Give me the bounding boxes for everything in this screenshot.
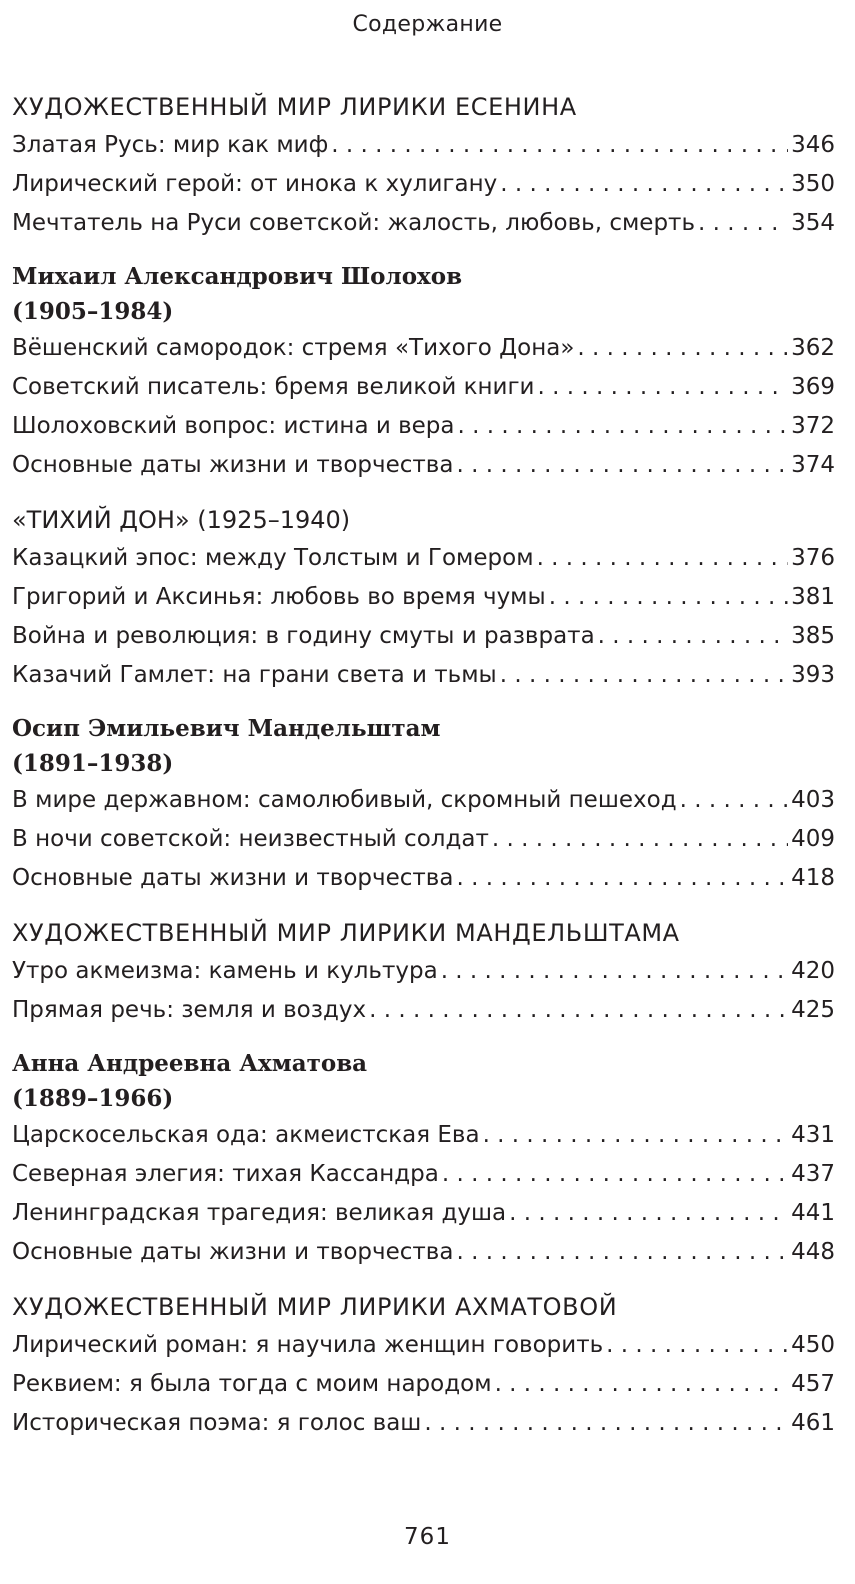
toc-section [12, 88, 835, 243]
entry-title: Реквием: я была тогда с моим народом [12, 1371, 492, 1397]
dot-leader [441, 952, 788, 991]
dot-leader [538, 368, 789, 407]
toc-entry [12, 1365, 835, 1404]
entry-title: В ночи советской: неизвестный солдат [12, 826, 489, 852]
author-name: Анна Андреевна Ахматова [12, 1050, 368, 1077]
entry-page-number: 374 [791, 452, 835, 478]
section-heading: «ТИХИЙ ДОН» (1925–1940) [12, 506, 351, 534]
toc-entry [12, 617, 835, 656]
toc-entry [12, 165, 835, 204]
author-years: (1889–1966) [12, 1085, 174, 1112]
dot-leader [456, 446, 788, 485]
toc-section [12, 1288, 835, 1443]
dot-leader [456, 859, 788, 898]
entry-page-number: 420 [791, 958, 835, 984]
entry-title: Царскосельская ода: акмеистская Ева [12, 1122, 480, 1148]
entry-title: Советский писатель: бремя великой книги [12, 374, 535, 400]
entry-title: Историческая поэма: я голос ваш [12, 1410, 422, 1436]
entry-title: Казачий Гамлет: на грани света и тьмы [12, 662, 497, 688]
entry-page-number: 393 [791, 662, 835, 688]
entry-list [12, 126, 835, 243]
entry-page-number: 403 [791, 787, 835, 813]
entry-list [12, 952, 835, 1030]
dot-leader [509, 1194, 788, 1233]
entry-title: Война и революция: в годину смуты и разврата [12, 623, 595, 649]
dot-leader [680, 781, 788, 820]
entry-list [12, 781, 835, 898]
toc-entry [12, 407, 835, 446]
dot-leader [577, 329, 788, 368]
entry-page-number: 350 [791, 171, 835, 197]
author-years: (1891–1938) [12, 750, 174, 777]
toc-entry [12, 991, 835, 1030]
toc-entry [12, 781, 835, 820]
toc-entry [12, 446, 835, 485]
dot-leader [537, 539, 789, 578]
section-heading: ХУДОЖЕСТВЕННЫЙ МИР ЛИРИКИ ЕСЕНИНА [12, 93, 577, 121]
dot-leader [698, 204, 788, 243]
entry-title: Григорий и Аксинья: любовь во время чумы [12, 584, 546, 610]
dot-leader [369, 991, 788, 1030]
entry-list [12, 1116, 835, 1272]
toc-entry [12, 1155, 835, 1194]
toc-entry [12, 539, 835, 578]
entry-title: Основные даты жизни и творчества [12, 452, 454, 478]
toc-entry [12, 204, 835, 243]
entry-page-number: 425 [791, 997, 835, 1023]
toc-entry [12, 329, 835, 368]
author-name: Михаил Александрович Шолохов [12, 263, 463, 290]
dot-leader [458, 407, 789, 446]
toc-entry [12, 126, 835, 165]
toc-entry [12, 1404, 835, 1443]
entry-page-number: 376 [791, 545, 835, 571]
entry-page-number: 369 [791, 374, 835, 400]
running-head: Содержание [352, 12, 503, 37]
toc-entry [12, 578, 835, 617]
entry-page-number: 346 [791, 132, 835, 158]
toc-entry [12, 656, 835, 695]
entry-page-number: 461 [791, 1410, 835, 1436]
entry-page-number: 362 [791, 335, 835, 361]
dot-leader [331, 126, 788, 165]
toc-entry [12, 859, 835, 898]
entry-list [12, 329, 835, 485]
dot-leader [483, 1116, 789, 1155]
entry-list [12, 539, 835, 695]
dot-leader [424, 1404, 788, 1443]
toc-entry [12, 1116, 835, 1155]
entry-title: Златая Русь: мир как миф [12, 132, 329, 158]
toc-entry [12, 1194, 835, 1233]
entry-page-number: 437 [791, 1161, 835, 1187]
entry-title: Лирический герой: от инока к хулигану [12, 171, 498, 197]
dot-leader [442, 1155, 788, 1194]
entry-title: Утро акмеизма: камень и культура [12, 958, 438, 984]
entry-title: Вёшенский самородок: стремя «Тихого Дона» [12, 335, 575, 361]
author-years: (1905–1984) [12, 298, 174, 325]
entry-title: Основные даты жизни и творчества [12, 1239, 454, 1265]
entry-page-number: 372 [791, 413, 835, 439]
toc-entry [12, 1233, 835, 1272]
dot-leader [500, 165, 788, 204]
table-of-contents [12, 88, 835, 1443]
page-number: 761 [404, 1524, 451, 1550]
dot-leader [598, 617, 788, 656]
entry-page-number: 381 [791, 584, 835, 610]
dot-leader [456, 1233, 788, 1272]
entry-page-number: 385 [791, 623, 835, 649]
toc-section [12, 1046, 835, 1272]
toc-section [12, 711, 835, 898]
entry-page-number: 431 [791, 1122, 835, 1148]
toc-section [12, 914, 835, 1030]
entry-title: Шолоховский вопрос: истина и вера [12, 413, 455, 439]
entry-page-number: 441 [791, 1200, 835, 1226]
entry-title: В мире державном: самолюбивый, скромный пешеход [12, 787, 677, 813]
entry-page-number: 448 [791, 1239, 835, 1265]
toc-entry [12, 1326, 835, 1365]
dot-leader [500, 656, 788, 695]
entry-title: Северная элегия: тихая Кассандра [12, 1161, 439, 1187]
entry-page-number: 354 [791, 210, 835, 236]
dot-leader [549, 578, 788, 617]
entry-title: Ленинградская трагедия: великая душа [12, 1200, 507, 1226]
entry-title: Прямая речь: земля и воздух [12, 997, 367, 1023]
entry-title: Мечтатель на Руси советской: жалость, любовь, смерть [12, 210, 696, 236]
toc-entry [12, 952, 835, 991]
entry-title: Лирический роман: я научила женщин говорить [12, 1332, 604, 1358]
toc-entry [12, 368, 835, 407]
toc-section [12, 259, 835, 485]
entry-page-number: 450 [791, 1332, 835, 1358]
toc-section [12, 501, 835, 695]
entry-title: Основные даты жизни и творчества [12, 865, 454, 891]
entry-page-number: 457 [791, 1371, 835, 1397]
entry-page-number: 418 [791, 865, 835, 891]
section-heading: ХУДОЖЕСТВЕННЫЙ МИР ЛИРИКИ МАНДЕЛЬШТАМА [12, 919, 680, 947]
dot-leader [492, 820, 788, 859]
toc-entry [12, 820, 835, 859]
dot-leader [495, 1365, 789, 1404]
entry-list [12, 1326, 835, 1443]
entry-page-number: 409 [791, 826, 835, 852]
author-name: Осип Эмильевич Мандельштам [12, 715, 441, 742]
section-heading: ХУДОЖЕСТВЕННЫЙ МИР ЛИРИКИ АХМАТОВОЙ [12, 1293, 618, 1321]
entry-title: Казацкий эпос: между Толстым и Гомером [12, 545, 534, 571]
dot-leader [606, 1326, 788, 1365]
